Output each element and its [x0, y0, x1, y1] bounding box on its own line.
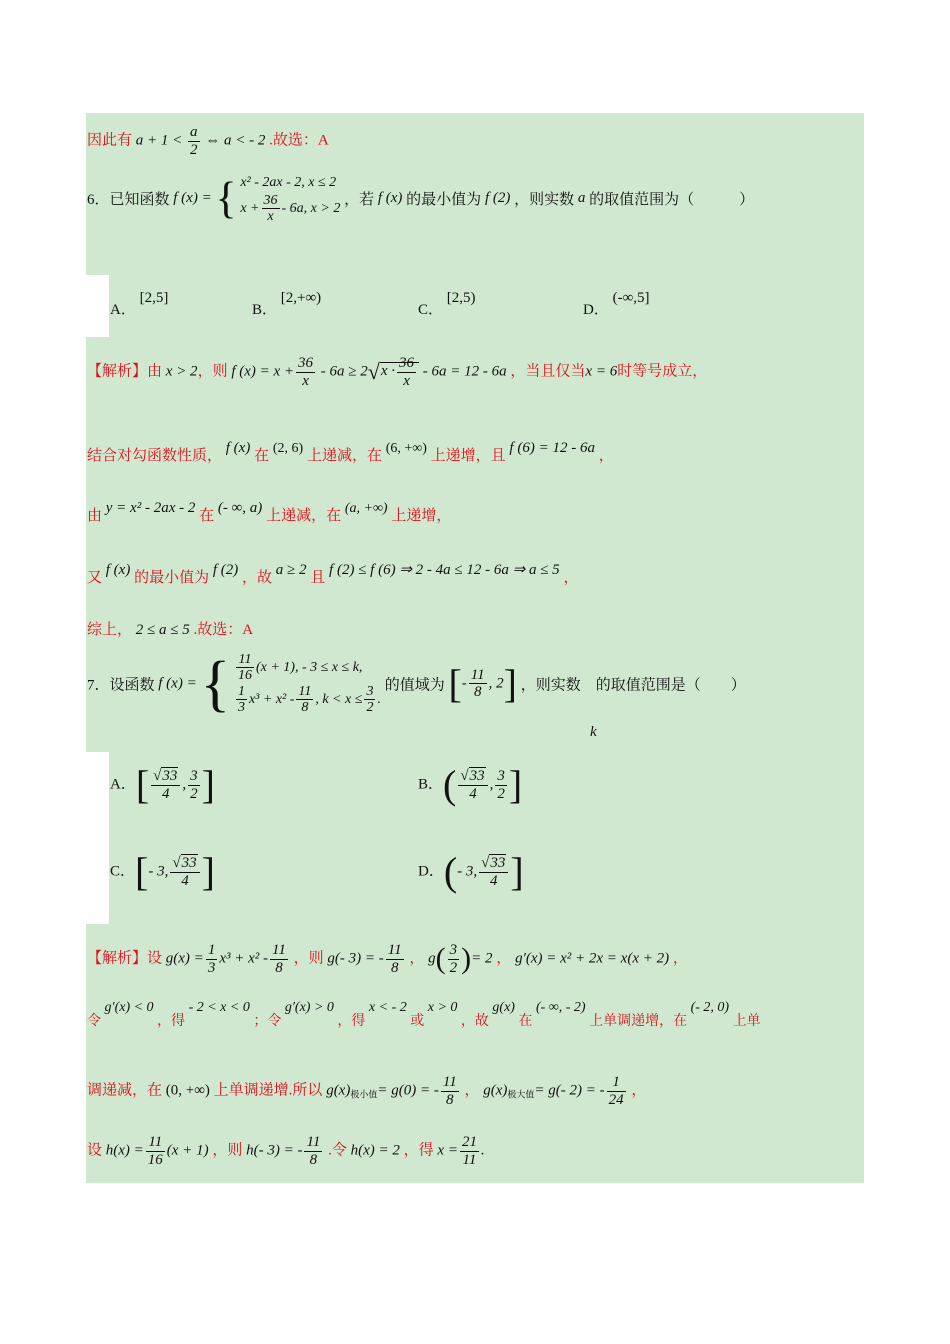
solution-6-line-2: 结合对勾函数性质， f (x) 在 (2, 6) 上递减，在 (6, +∞) 上递增，且 f (6) = 12 - 6a ，: [87, 440, 614, 464]
conclusion-line: 因此有 a + 1 < $\frac{a}{2}$ ⇔ a < - 2 .故选：A: [87, 124, 329, 158]
fraction: $\frac{a}{2}$: [190, 124, 198, 158]
panel-gap: [86, 275, 109, 337]
solution-7-line-3: 调递减，在 (0, +∞) 上单调递增.所以 $g(x)_{极小值}= g(0)$ = - $\frac{11}{8}$ ， $g(x)_{极大值}= g(-$ 2) = - $\frac{1}{24}$ ，: [87, 1074, 647, 1108]
option-c[interactable]: C． [2,5): [418, 290, 476, 318]
variable-k: k: [590, 724, 597, 740]
option-d[interactable]: D．(- 3, $\frac{√33}{4}$ ]: [418, 849, 524, 894]
piecewise-cases: $\frac{11}{16}$ (x + 1), - 3 ≤ x ≤ k, $\frac{1}{3}$ x³ + x² - $\frac{11}{8}$ , k < x ≤ $\frac{3}{2}$ .: [237, 652, 381, 716]
solution-7-line-1: 【解析】设 g(x) = $\frac{1}{3}$ x³ + x² - $\frac{11}{8}$ ，则 g(- 3) = - $\frac{11}{8}$ ， g( $\frac{3}{2}$ )= 2 ， g′(x) = x² + 2x = x(x + 2) ，: [87, 942, 688, 976]
question-7: 7．设函数 f (x) = { $\frac{11}{16}$ (x + 1), - 3 ≤ x ≤ k, $\frac{1}{3}$ x³ + x² - $\frac{11}{8}$ , k < x ≤ $\frac{3}{2}$ . 的值域为 [- $\frac{11}{8}$ , 2] ，则实数 的取值范围是（ ）: [87, 649, 746, 718]
piecewise-cases: x² - 2ax - 2, x ≤ 2 x + $\frac{36}{x}$ - 6a, x > 2: [240, 175, 341, 225]
solution-7-line-4: 设 h(x) = $\frac{11}{16}$ (x + 1) ，则 h(- 3) = - $\frac{11}{8}$ .令 h(x) = 2 ，得 x = $\frac{21}{11}$ .: [87, 1134, 485, 1168]
question-6: 6．已知函数 f (x) = { x² - 2ax - 2, x ≤ 2 x + $\frac{36}{x}$ - 6a, x > 2 ，若 f (x) 的最小值为 f (2) ，则实数 a 的取值范围为（ ）: [87, 173, 755, 225]
option-b[interactable]: B．( $\frac{√33}{4}$ , $\frac{3}{2}$ ]: [418, 762, 523, 807]
solution-6-line-3: 由 y = x² - 2ax - 2 在 (- ∞, a) 上递减，在 (a, +∞) 上递增，: [87, 500, 452, 524]
piecewise-brace: {: [200, 649, 231, 718]
piecewise-brace: {: [215, 173, 237, 223]
solution-7-line-2: 令 g′(x) < 0 ，得 - 2 < x < 0 ；令 g′(x) > 0 ，得 x < - 2 或 x > 0 ，故 g(x) 在 (- ∞, - 2) 上单调递增，在 (- 2, 0) 上单: [87, 1000, 761, 1029]
option-c[interactable]: C．[- 3, $\frac{√33}{4}$ ]: [110, 849, 215, 894]
solution-6-line-5: 综上， 2 ≤ a ≤ 5 .故选：A: [87, 622, 254, 638]
option-a[interactable]: A． [2,5]: [110, 290, 169, 318]
option-a[interactable]: A．[ $\frac{√33}{4}$ , $\frac{3}{2}$ ]: [110, 762, 215, 807]
solution-6-line-1: 【解析】由 x > 2，则 f (x) = x + $\frac{36}{x}$ - 6a ≥ 2√x · $\frac{36}{x}$ - 6a = 12 - 6a ，当且仅当x = 6时等号成立，: [87, 355, 708, 389]
option-d[interactable]: D． (-∞,5]: [583, 290, 650, 318]
option-b[interactable]: B． [2,+∞): [252, 290, 322, 318]
solution-6-line-4: 又 f (x) 的最小值为 f (2) ，故 a ≥ 2 且 f (2) ≤ f (6) ⇒ 2 - 4a ≤ 12 - 6a ⇒ a ≤ 5 ，: [87, 562, 579, 586]
panel-gap: [86, 752, 109, 924]
